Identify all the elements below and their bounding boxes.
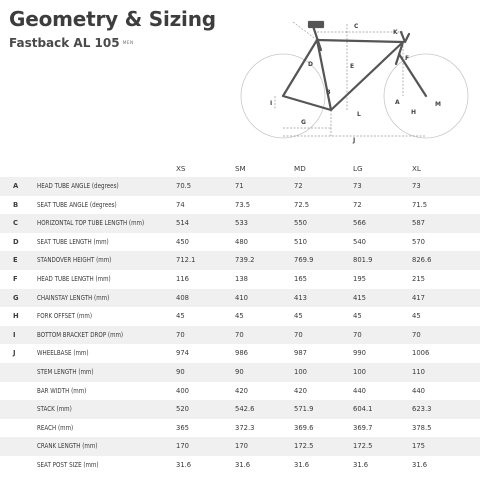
row-value: 533 — [235, 219, 248, 228]
row-label — [37, 307, 104, 326]
size-header-lg: LG — [353, 164, 363, 173]
row-value: 986 — [235, 349, 248, 358]
row-label — [37, 233, 124, 252]
row-label-text: SEAT TUBE ANGLE (degrees) — [37, 200, 117, 209]
row-label — [37, 419, 81, 438]
row-value: 70 — [353, 330, 362, 339]
row-value: 974 — [176, 349, 189, 358]
table-row — [0, 289, 480, 308]
row-value: 45 — [412, 312, 421, 321]
row-letter: J — [13, 349, 16, 358]
table-row — [0, 344, 480, 363]
size-header-sm: SM — [235, 164, 246, 173]
row-value: 769.9 — [294, 256, 314, 265]
row-letter: A — [13, 182, 19, 190]
row-value: 175 — [412, 442, 425, 451]
table-row — [0, 196, 480, 215]
row-value: 100 — [353, 367, 366, 376]
row-label-text: REACH (mm) — [37, 423, 74, 432]
row-value: 408 — [176, 293, 189, 302]
row-label — [37, 251, 128, 270]
table-row — [0, 382, 480, 401]
row-value: 566 — [353, 219, 366, 228]
row-value: 826.6 — [412, 256, 432, 265]
dimension-letter: H — [411, 109, 417, 116]
table-row — [0, 400, 480, 419]
dimension-letter: K — [393, 29, 398, 36]
row-value: 410 — [235, 293, 248, 302]
row-label-text: SEAT TUBE LENGTH (mm) — [37, 237, 109, 246]
row-label — [37, 382, 97, 401]
bike-frame — [283, 22, 426, 110]
row-value: 587 — [412, 219, 425, 228]
dimension-letter: I — [270, 100, 273, 107]
row-value: 542.6 — [235, 405, 255, 414]
row-label-text: CHAINSTAY LENGTH (mm) — [37, 293, 110, 302]
row-value: 480 — [235, 237, 248, 246]
row-value: 170 — [176, 442, 189, 451]
row-label-text: WHEELBASE (mm) — [37, 349, 89, 358]
table-row — [0, 270, 480, 289]
row-value: 378.5 — [412, 423, 432, 432]
row-label-text: BAR WIDTH (mm) — [37, 386, 87, 395]
row-value: 100 — [294, 367, 307, 376]
dimension-letter: C — [354, 23, 359, 30]
row-value: 31.6 — [294, 460, 310, 469]
page-title: Geometry & Sizing — [9, 7, 216, 31]
row-label-text: HEAD TUBE LENGTH (mm) — [37, 274, 111, 283]
row-value: 116 — [176, 274, 189, 283]
row-value: 172.5 — [294, 442, 314, 451]
row-value: 172.5 — [353, 442, 373, 451]
row-value: 45 — [353, 312, 362, 321]
row-value: 369.6 — [294, 423, 314, 432]
row-value: 73 — [353, 182, 362, 190]
row-label-text: HORIZONTAL TOP TUBE LENGTH (mm) — [37, 219, 145, 228]
row-label-text: HEAD TUBE ANGLE (degrees) — [37, 182, 119, 190]
dimension-letter: B — [326, 89, 331, 96]
row-letter: E — [13, 256, 18, 265]
model-name: Fastback AL 105 — [9, 36, 120, 50]
row-value: 510 — [294, 237, 307, 246]
row-value: 420 — [235, 386, 248, 395]
row-value: 450 — [176, 237, 189, 246]
row-value: 604.1 — [353, 405, 373, 414]
row-label — [37, 270, 127, 289]
row-value: 990 — [353, 349, 366, 358]
table-row — [0, 177, 480, 196]
row-value: 31.6 — [353, 460, 369, 469]
row-value: 31.6 — [176, 460, 192, 469]
size-header-xs: XS — [176, 164, 186, 173]
row-value: 72 — [294, 182, 303, 190]
row-label — [37, 289, 125, 308]
row-value: 413 — [294, 293, 307, 302]
row-value: 138 — [235, 274, 248, 283]
row-label — [37, 196, 134, 215]
size-header-xl: XL — [412, 164, 421, 173]
row-value: 71.5 — [412, 200, 428, 209]
row-value: 70 — [176, 330, 185, 339]
row-value: 514 — [176, 219, 189, 228]
row-value: 170 — [235, 442, 248, 451]
row-value: 72 — [353, 200, 362, 209]
row-value: 712.1 — [176, 256, 196, 265]
row-value: 365 — [176, 423, 189, 432]
row-value: 195 — [353, 274, 366, 283]
model-subtitle — [9, 36, 134, 50]
row-value: 74 — [176, 200, 185, 209]
row-value: 540 — [353, 237, 366, 246]
row-value: 70.5 — [176, 182, 192, 190]
row-value: 215 — [412, 274, 425, 283]
row-letter: D — [13, 237, 19, 246]
row-value: 73 — [412, 182, 421, 190]
dimension-letter: D — [308, 61, 313, 68]
row-value: 739.2 — [235, 256, 255, 265]
row-value: 165 — [294, 274, 307, 283]
row-label-text: STACK (mm) — [37, 405, 72, 414]
row-label — [37, 214, 168, 233]
row-value: 417 — [412, 293, 425, 302]
table-row — [0, 214, 480, 233]
dimension-letter: G — [301, 119, 306, 126]
row-value: 369.7 — [353, 423, 373, 432]
row-value: 801.9 — [353, 256, 373, 265]
dimension-letter: L — [357, 111, 361, 118]
row-label — [37, 177, 137, 196]
row-value: 45 — [294, 312, 303, 321]
table-row — [0, 363, 480, 382]
row-label — [37, 363, 106, 382]
row-value: 90 — [235, 367, 244, 376]
row-value: 110 — [412, 367, 425, 376]
dimension-letter: M — [435, 101, 441, 108]
row-letter: F — [13, 274, 18, 283]
row-value: 71 — [235, 182, 244, 190]
row-label-text: BOTTOM BRACKET DROP (mm) — [37, 330, 124, 339]
dimension-letter: J — [353, 137, 356, 144]
row-letter: H — [13, 312, 19, 321]
row-value: 440 — [412, 386, 425, 395]
row-value: 623.3 — [412, 405, 432, 414]
dimension-letter: E — [350, 63, 355, 70]
row-value: 1006 — [412, 349, 430, 358]
row-value: 440 — [353, 386, 366, 395]
row-value: 31.6 — [412, 460, 428, 469]
row-value: 420 — [294, 386, 307, 395]
row-value: 31.6 — [235, 460, 251, 469]
table-row — [0, 419, 480, 438]
row-label-text: STANDOVER HEIGHT (mm) — [37, 256, 112, 265]
row-letter: I — [13, 330, 16, 339]
row-letter: B — [13, 200, 19, 209]
row-value: 70 — [235, 330, 244, 339]
row-value: 45 — [176, 312, 185, 321]
row-letter: G — [13, 293, 19, 302]
row-label — [37, 437, 111, 456]
row-value: 520 — [176, 405, 189, 414]
row-label — [37, 326, 142, 345]
table-row — [0, 233, 480, 252]
bike-geometry-diagram — [235, 4, 475, 144]
row-label-text: STEM LENGTH (mm) — [37, 367, 94, 376]
row-value: 987 — [294, 349, 307, 358]
row-value: 70 — [412, 330, 421, 339]
row-value: 571.9 — [294, 405, 314, 414]
row-label-text: CRANK LENGTH (mm) — [37, 442, 98, 451]
table-row — [0, 437, 480, 456]
table-row — [0, 307, 480, 326]
row-label — [37, 400, 79, 419]
table-header-row — [0, 161, 480, 177]
row-value: 550 — [294, 219, 307, 228]
size-header-md: MD — [294, 164, 306, 173]
row-value: 90 — [176, 367, 185, 376]
geometry-table — [0, 161, 480, 475]
dimension-letter: A — [395, 99, 400, 106]
row-label — [37, 344, 100, 363]
row-value: 70 — [294, 330, 303, 339]
row-label — [37, 456, 112, 475]
row-value: 73.5 — [235, 200, 251, 209]
row-value: 372.3 — [235, 423, 255, 432]
table-row — [0, 326, 480, 345]
row-value: 570 — [412, 237, 425, 246]
gender-tag: MEN — [122, 41, 134, 46]
table-row — [0, 456, 480, 475]
row-letter: C — [13, 219, 18, 228]
row-value: 72.5 — [294, 200, 310, 209]
row-value: 400 — [176, 386, 189, 395]
row-label-text: FORK OFFSET (mm) — [37, 312, 93, 321]
row-value: 45 — [235, 312, 244, 321]
dimension-letter: F — [405, 55, 410, 62]
row-label-text: SEAT POST SIZE (mm) — [37, 460, 99, 469]
row-value: 415 — [353, 293, 366, 302]
table-row — [0, 251, 480, 270]
